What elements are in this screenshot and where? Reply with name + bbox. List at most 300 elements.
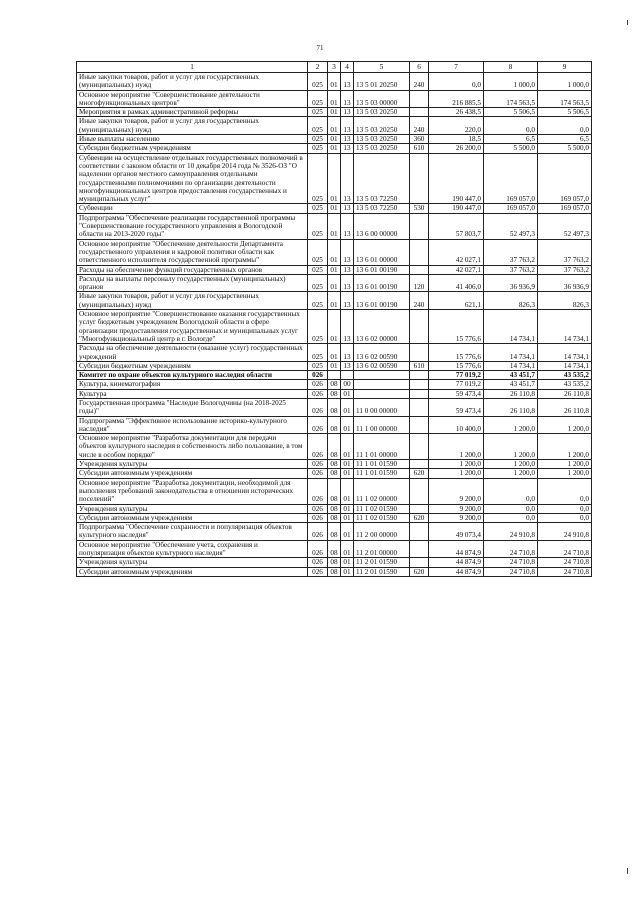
amount-year1-cell: 10 400,0 [429,416,484,434]
ministry-code-cell: 025 [308,310,328,344]
expense-type-cell [410,540,429,558]
amount-year1-cell: 41 406,0 [429,274,484,292]
row-name-cell: Культура, кинематография [77,380,308,389]
expense-type-cell: 610 [410,144,429,153]
section-code-cell: 08 [328,478,341,504]
row-name-cell: Субсидии автономным учреждениям [77,469,308,478]
amount-year2-cell: 24 710,8 [484,558,538,567]
section-code-cell: 01 [328,117,341,135]
amount-year3-cell: 1 200,0 [538,469,592,478]
section-code-cell: 08 [328,540,341,558]
page-number: 71 [316,44,324,52]
amount-year1-cell: 1 200,0 [429,434,484,460]
row-name-cell: Подпрограмма "Эффективное использование историко-культурного наследия" [77,416,308,434]
amount-year1-cell: 77 019,2 [429,371,484,380]
row-name-cell: Субсидии бюджетным учреждениям [77,144,308,153]
ministry-code-cell: 025 [308,204,328,213]
table-row [77,434,592,460]
amount-year2-cell: 1 200,0 [484,416,538,434]
amount-year1-cell: 1 200,0 [429,460,484,469]
section-code-cell: 01 [328,292,341,310]
subsection-code-cell: 13 [341,108,354,117]
table-body [77,73,592,577]
table-row [77,344,592,362]
subsection-code-cell: 13 [341,117,354,135]
amount-year2-cell: 0,0 [484,504,538,513]
ministry-code-cell: 026 [308,371,328,380]
amount-year2-cell: 5 506,5 [484,108,538,117]
ministry-code-cell: 026 [308,434,328,460]
amount-year2-cell: 169 057,0 [484,153,538,204]
table-row [77,239,592,265]
row-name-cell: Основное мероприятие "Совершенствование оказания государственных услуг бюджетным учреждением Вологодской области в сфере организации предоставления государственных и муниципальных услуг "Многофункциональный центр в г. Вологде" [77,310,308,344]
row-name-cell: Учреждения культуры [77,504,308,513]
amount-year3-cell: 6,5 [538,135,592,144]
expense-type-cell [410,460,429,469]
amount-year1-cell: 1 200,0 [429,469,484,478]
amount-year1-cell: 15 776,6 [429,310,484,344]
amount-year1-cell: 9 200,0 [429,478,484,504]
subsection-code-cell [341,371,354,380]
subsection-code-cell: 01 [341,389,354,398]
amount-year3-cell: 52 497,3 [538,213,592,239]
subsection-code-cell: 01 [341,460,354,469]
section-code-cell: 01 [328,90,341,108]
amount-year1-cell: 77 019,2 [429,380,484,389]
table-row [77,265,592,274]
subsection-code-cell: 13 [341,292,354,310]
target-article-cell: 13 6 01 00190 [354,292,410,310]
section-code-cell: 01 [328,108,341,117]
row-name-cell: Основное мероприятие "Обеспечение учета, сохранения и популяризация объектов культурного наследия" [77,540,308,558]
amount-year3-cell: 14 734,1 [538,361,592,370]
ministry-code-cell: 025 [308,213,328,239]
section-code-cell [328,371,341,380]
amount-year1-cell: 0,0 [429,73,484,91]
ministry-code-cell: 025 [308,344,328,362]
expense-type-cell: 620 [410,469,429,478]
amount-year2-cell: 0,0 [484,513,538,522]
table-row [77,478,592,504]
amount-year3-cell: 24 710,8 [538,567,592,576]
expense-type-cell [410,416,429,434]
amount-year2-cell: 37 763,2 [484,239,538,265]
section-code-cell: 01 [328,213,341,239]
amount-year1-cell: 9 200,0 [429,513,484,522]
row-name-cell: Расходы на обеспечение функций государственных органов [77,265,308,274]
target-article-cell: 13 5 03 20250 [354,144,410,153]
amount-year3-cell: 26 110,8 [538,389,592,398]
subsection-code-cell: 01 [341,558,354,567]
section-code-cell: 01 [328,344,341,362]
ministry-code-cell: 025 [308,292,328,310]
subsection-code-cell: 01 [341,513,354,522]
row-name-cell: Расходы на выплаты персоналу государственных (муниципальных) органов [77,274,308,292]
target-article-cell: 13 5 03 20250 [354,135,410,144]
row-name-cell: Субсидии автономным учреждениям [77,567,308,576]
amount-year1-cell: 42 027,1 [429,265,484,274]
amount-year1-cell: 15 776,6 [429,344,484,362]
amount-year3-cell: 37 763,2 [538,265,592,274]
expense-type-cell [410,153,429,204]
column-header: 9 [538,62,592,73]
column-header: 5 [354,62,410,73]
scan-edge-mark [627,868,628,874]
table-row [77,416,592,434]
ministry-code-cell: 026 [308,513,328,522]
ministry-code-cell: 025 [308,117,328,135]
amount-year2-cell: 14 734,1 [484,310,538,344]
ministry-code-cell: 025 [308,153,328,204]
amount-year2-cell: 24 710,8 [484,540,538,558]
ministry-code-cell: 025 [308,274,328,292]
amount-year2-cell: 14 734,1 [484,344,538,362]
row-name-cell: Иные закупки товаров, работ и услуг для государственных (муниципальных) нужд [77,117,308,135]
amount-year2-cell: 0,0 [484,478,538,504]
amount-year3-cell: 5 506,5 [538,108,592,117]
row-name-cell: Подпрограмма "Обеспечение реализации государственной программы "Совершенствование государственного управления в Вологодской области на 2013-2020 годы" [77,213,308,239]
row-name-cell: Комитет по охране объектов культурного наследия области [77,371,308,380]
amount-year3-cell: 5 500,0 [538,144,592,153]
amount-year2-cell: 169 057,0 [484,204,538,213]
amount-year3-cell: 43 535,2 [538,380,592,389]
ministry-code-cell: 025 [308,135,328,144]
expense-type-cell: 120 [410,274,429,292]
amount-year1-cell: 44 874,9 [429,558,484,567]
section-code-cell: 08 [328,434,341,460]
expense-type-cell [410,90,429,108]
amount-year3-cell: 36 936,9 [538,274,592,292]
table-row [77,73,592,91]
section-code-cell: 08 [328,469,341,478]
expense-type-cell [410,398,429,416]
table-row [77,371,592,380]
amount-year3-cell: 169 057,0 [538,204,592,213]
amount-year2-cell: 174 563,5 [484,90,538,108]
target-article-cell: 11 2 01 01590 [354,558,410,567]
target-article-cell: 13 5 03 20250 [354,108,410,117]
table-row [77,398,592,416]
amount-year1-cell: 190 447,0 [429,204,484,213]
amount-year1-cell: 59 473,4 [429,389,484,398]
table-row [77,108,592,117]
amount-year2-cell: 24 910,8 [484,523,538,541]
expense-type-cell [410,523,429,541]
amount-year3-cell: 14 734,1 [538,310,592,344]
target-article-cell: 13 5 03 72250 [354,153,410,204]
target-article-cell: 13 6 02 00590 [354,361,410,370]
amount-year1-cell: 59 473,4 [429,398,484,416]
expense-type-cell: 240 [410,73,429,91]
amount-year3-cell: 1 200,0 [538,460,592,469]
table-row [77,144,592,153]
subsection-code-cell: 13 [341,90,354,108]
expense-type-cell [410,310,429,344]
ministry-code-cell: 026 [308,416,328,434]
target-article-cell: 11 1 01 01590 [354,469,410,478]
target-article-cell: 13 6 02 00590 [354,344,410,362]
subsection-code-cell: 13 [341,239,354,265]
scan-edge-mark [627,20,628,25]
subsection-code-cell: 13 [341,153,354,204]
budget-table-container [76,61,591,577]
amount-year2-cell: 5 500,0 [484,144,538,153]
section-code-cell: 08 [328,558,341,567]
table-row [77,135,592,144]
table-row [77,361,592,370]
table-row [77,310,592,344]
amount-year2-cell: 26 110,8 [484,398,538,416]
expense-type-cell [410,504,429,513]
ministry-code-cell: 025 [308,108,328,117]
section-code-cell: 08 [328,380,341,389]
subsection-code-cell: 00 [341,380,354,389]
amount-year2-cell: 1 200,0 [484,460,538,469]
column-header: 8 [484,62,538,73]
amount-year1-cell: 44 874,9 [429,540,484,558]
ministry-code-cell: 025 [308,361,328,370]
row-name-cell: Субсидии бюджетным учреждениям [77,361,308,370]
section-code-cell: 01 [328,239,341,265]
ministry-code-cell: 026 [308,567,328,576]
ministry-code-cell: 026 [308,460,328,469]
column-header: 4 [341,62,354,73]
expense-type-cell [410,434,429,460]
row-name-cell: Основное мероприятие "Обеспечение деятельности Департамента государственного управления и кадровой политики области как ответственного исполнителя государственной программы" [77,239,308,265]
expense-type-cell: 360 [410,135,429,144]
amount-year1-cell: 26 200,0 [429,144,484,153]
amount-year1-cell: 18,5 [429,135,484,144]
amount-year3-cell: 1 000,0 [538,73,592,91]
expense-type-cell [410,478,429,504]
amount-year1-cell: 9 200,0 [429,504,484,513]
amount-year1-cell: 220,0 [429,117,484,135]
ministry-code-cell: 026 [308,558,328,567]
row-name-cell: Иные закупки товаров, работ и услуг для государственных (муниципальных) нужд [77,73,308,91]
column-header: 1 [77,62,308,73]
amount-year3-cell: 24 710,8 [538,540,592,558]
expense-type-cell [410,389,429,398]
amount-year1-cell: 42 027,1 [429,239,484,265]
amount-year1-cell: 26 438,5 [429,108,484,117]
subsection-code-cell: 13 [341,213,354,239]
target-article-cell: 11 0 00 00000 [354,398,410,416]
amount-year3-cell: 1 200,0 [538,416,592,434]
section-code-cell: 01 [328,361,341,370]
ministry-code-cell: 026 [308,504,328,513]
target-article-cell: 11 2 01 01590 [354,567,410,576]
expense-type-cell [410,371,429,380]
row-name-cell: Культура [77,389,308,398]
row-name-cell: Основное мероприятие "Разработка документации, необходимой для выполнения требований законодательства в отношении исторических поселений" [77,478,308,504]
table-row [77,292,592,310]
target-article-cell: 11 1 01 00000 [354,434,410,460]
target-article-cell [354,380,410,389]
table-row [77,90,592,108]
target-article-cell: 13 5 03 20250 [354,117,410,135]
target-article-cell: 13 6 00 00000 [354,213,410,239]
ministry-code-cell: 025 [308,73,328,91]
amount-year3-cell: 37 763,2 [538,239,592,265]
amount-year3-cell: 26 110,8 [538,398,592,416]
amount-year1-cell: 44 874,9 [429,567,484,576]
ministry-code-cell: 025 [308,90,328,108]
expense-type-cell: 240 [410,117,429,135]
section-code-cell: 08 [328,460,341,469]
row-name-cell: Иные закупки товаров, работ и услуг для государственных (муниципальных) нужд [77,292,308,310]
amount-year2-cell: 1 200,0 [484,469,538,478]
amount-year2-cell: 826,3 [484,292,538,310]
ministry-code-cell: 025 [308,265,328,274]
expense-type-cell [410,558,429,567]
amount-year2-cell: 1 000,0 [484,73,538,91]
amount-year3-cell: 826,3 [538,292,592,310]
target-article-cell: 13 6 02 00000 [354,310,410,344]
target-article-cell: 11 1 01 01590 [354,460,410,469]
subsection-code-cell: 13 [341,310,354,344]
target-article-cell: 13 5 03 00000 [354,90,410,108]
section-code-cell: 01 [328,204,341,213]
subsection-code-cell: 01 [341,523,354,541]
subsection-code-cell: 01 [341,478,354,504]
target-article-cell: 11 1 02 01590 [354,513,410,522]
table-row [77,513,592,522]
section-code-cell: 08 [328,416,341,434]
table-row [77,153,592,204]
row-name-cell: Расходы на обеспечение деятельности (оказание услуг) государственных учреждений [77,344,308,362]
table-row [77,380,592,389]
subsection-code-cell: 01 [341,567,354,576]
row-name-cell: Иные выплаты населению [77,135,308,144]
expense-type-cell [410,213,429,239]
target-article-cell: 13 6 01 00000 [354,239,410,265]
row-name-cell: Субвенции [77,204,308,213]
subsection-code-cell: 13 [341,265,354,274]
row-name-cell: Подпрограмма "Обеспечение сохранности и популяризация объектов культурного наследия" [77,523,308,541]
amount-year2-cell: 6,5 [484,135,538,144]
ministry-code-cell: 025 [308,239,328,265]
subsection-code-cell: 01 [341,434,354,460]
amount-year1-cell: 621,1 [429,292,484,310]
table-row [77,504,592,513]
ministry-code-cell: 026 [308,469,328,478]
column-header: 2 [308,62,328,73]
subsection-code-cell: 13 [341,274,354,292]
amount-year2-cell: 24 710,8 [484,567,538,576]
section-code-cell: 08 [328,513,341,522]
column-header: 3 [328,62,341,73]
table-row [77,523,592,541]
amount-year1-cell: 216 885,5 [429,90,484,108]
subsection-code-cell: 13 [341,344,354,362]
target-article-cell [354,389,410,398]
section-code-cell: 01 [328,144,341,153]
ministry-code-cell: 026 [308,540,328,558]
amount-year2-cell: 0,0 [484,117,538,135]
ministry-code-cell: 026 [308,389,328,398]
expense-type-cell [410,108,429,117]
table-header-row [77,62,592,73]
section-code-cell: 08 [328,398,341,416]
row-name-cell: Учреждения культуры [77,460,308,469]
section-code-cell: 01 [328,274,341,292]
amount-year2-cell: 52 497,3 [484,213,538,239]
expense-type-cell: 530 [410,204,429,213]
expense-type-cell [410,344,429,362]
section-code-cell: 01 [328,135,341,144]
amount-year3-cell: 169 057,0 [538,153,592,204]
amount-year3-cell: 43 535,2 [538,371,592,380]
subsection-code-cell: 13 [341,361,354,370]
expense-type-cell: 610 [410,361,429,370]
expense-type-cell [410,239,429,265]
amount-year1-cell: 190 447,0 [429,153,484,204]
amount-year2-cell: 36 936,9 [484,274,538,292]
ministry-code-cell: 026 [308,398,328,416]
row-name-cell: Субвенции на осуществление отдельных государственных полномочий в соответствии с законом области от 10 декабря 2014 года № 3526-ОЗ "О наделении органов местного самоуправления отдельными государственными полномочиями по организации деятельности многофункциональных центров предоставления государственных и муниципальных услуг" [77,153,308,204]
ministry-code-cell: 026 [308,523,328,541]
amount-year2-cell: 43 451,7 [484,380,538,389]
subsection-code-cell: 13 [341,204,354,213]
amount-year2-cell: 14 734,1 [484,361,538,370]
amount-year3-cell: 24 910,8 [538,523,592,541]
target-article-cell [354,371,410,380]
subsection-code-cell: 13 [341,73,354,91]
amount-year2-cell: 43 451,7 [484,371,538,380]
amount-year3-cell: 0,0 [538,117,592,135]
row-name-cell: Мероприятия в рамках административной реформы [77,108,308,117]
subsection-code-cell: 01 [341,504,354,513]
target-article-cell: 11 2 00 00000 [354,523,410,541]
row-name-cell: Учреждения культуры [77,558,308,567]
expense-type-cell [410,265,429,274]
amount-year3-cell: 174 563,5 [538,90,592,108]
table-row [77,558,592,567]
amount-year1-cell: 15 776,6 [429,361,484,370]
table-row [77,204,592,213]
expense-type-cell: 620 [410,567,429,576]
target-article-cell: 11 2 01 00000 [354,540,410,558]
column-header: 7 [429,62,484,73]
amount-year1-cell: 49 073,4 [429,523,484,541]
row-name-cell: Субсидии автономным учреждениям [77,513,308,522]
row-name-cell: Основное мероприятие "Разработка документации для передачи объектов культурного наследия в собственность либо пользование, в том числе в особом порядке" [77,434,308,460]
section-code-cell: 08 [328,504,341,513]
expense-type-cell: 240 [410,292,429,310]
table-row [77,460,592,469]
subsection-code-cell: 01 [341,398,354,416]
table-row [77,274,592,292]
row-name-cell: Основное мероприятие "Совершенствование деятельности многофункциональных центров" [77,90,308,108]
target-article-cell: 11 1 00 00000 [354,416,410,434]
ministry-code-cell: 026 [308,380,328,389]
amount-year3-cell: 24 710,8 [538,558,592,567]
subsection-code-cell: 01 [341,469,354,478]
target-article-cell: 13 5 01 20250 [354,73,410,91]
amount-year3-cell: 0,0 [538,504,592,513]
expense-type-cell [410,380,429,389]
amount-year1-cell: 57 803,7 [429,213,484,239]
column-header: 6 [410,62,429,73]
subsection-code-cell: 13 [341,144,354,153]
target-article-cell: 13 6 01 00190 [354,274,410,292]
subsection-code-cell: 13 [341,135,354,144]
section-code-cell: 08 [328,567,341,576]
amount-year3-cell: 14 734,1 [538,344,592,362]
section-code-cell: 08 [328,389,341,398]
subsection-code-cell: 01 [341,540,354,558]
amount-year3-cell: 0,0 [538,513,592,522]
